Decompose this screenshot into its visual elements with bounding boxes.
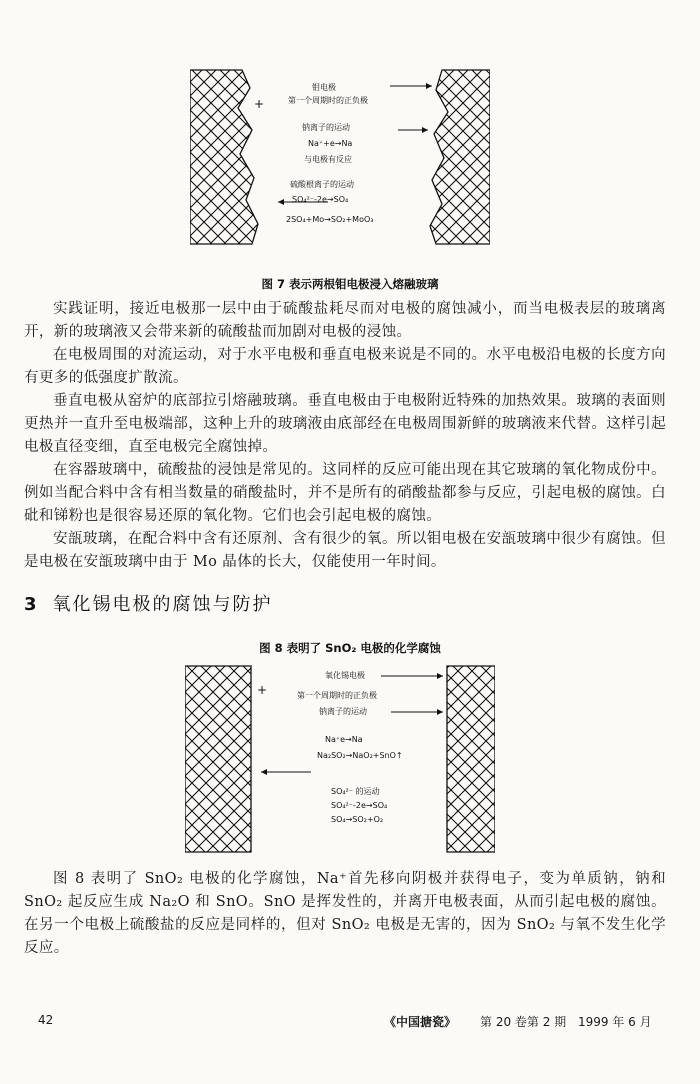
paragraph-1: 实践证明，接近电极那一层中由于硫酸盐耗尽而对电极的腐蚀减小，而当电极表层的玻璃离开，新的玻璃液又会带来新的硫酸盐而加剧对电极的浸蚀。 — [24, 301, 666, 340]
figure-8 — [185, 664, 495, 854]
left-electrode — [185, 666, 251, 852]
left-electrode — [190, 70, 258, 244]
section-heading — [24, 590, 273, 616]
page-number: 42 — [38, 1013, 54, 1027]
paragraph-4: 在容器玻璃中，硫酸盐的浸蚀是常见的。这同样的反应可能出现在其它玻璃的氧化物成份中。例如当配合料中含有相当数量的硝酸盐时，并不是所有的硝酸盐都参与反应，引起电极的腐蚀。白砒和锑粉也是很容易还原的氧化物。它们也会引起电极的腐蚀。 — [24, 462, 666, 524]
fig8-electrode-label: 氧化锡电极 — [325, 671, 365, 680]
paragraph-3: 垂直电极从窑炉的底部拉引熔融玻璃。垂直电极由于电极附近特殊的加热效果。玻璃的表面则更热并一直升至电极端部，这种上升的玻璃液由底部经在电极周围新鲜的玻璃液来代替。这样引起电极直径变细，直至电极完全腐蚀掉。 — [24, 393, 666, 455]
fig7-electrode-label: 钼电极 — [312, 83, 336, 92]
fig8-plus-label: + — [257, 683, 268, 697]
section-title: 氧化锡电极的腐蚀与防护 — [52, 594, 273, 615]
fig7-sodium-eq: Na⁺+e→Na — [308, 139, 353, 148]
fig7-positive-first-label: 第一个周期时的正负极 — [288, 96, 368, 105]
right-electrode — [430, 70, 490, 244]
paragraph-final: 图 8 表明了 SnO₂ 电极的化学腐蚀，Na⁺首先移向阴极并获得电子，变为单质钠，钠和 SnO₂ 起反应生成 Na₂O 和 SnO。SnO 是挥发性的，并离开电极表面，从而引起电极的腐蚀。在另一个电极上硫酸盐的反应是同样的，但对 SnO₂ 电极是无害的，因为 SnO₂ 与氧不发生化学反应。 — [24, 871, 666, 956]
right-electrode — [447, 666, 495, 852]
fig8-sodium-eq: Na⁺e→Na — [325, 735, 363, 744]
fig8-reaction-eq: Na₂SO₂→NaO₂+SnO↑ — [317, 751, 403, 760]
fig8-sulfate-eq1: SO₄²⁻-2e→SO₄ — [331, 801, 388, 810]
fig7-react-label: 与电极有反应 — [304, 155, 352, 164]
fig7-plus-label: + — [254, 97, 265, 111]
paragraph-2: 在电极周围的对流运动，对于水平电极和垂直电极来说是不同的。水平电极沿电极的长度方向有更多的低强度扩散流。 — [24, 347, 666, 386]
fig8-sulfate-motion-label: SO₄²⁻ 的运动 — [331, 787, 380, 796]
figure-8-caption: 图 8 表明了 SnO₂ 电极的化学腐蚀 — [259, 641, 441, 655]
paragraph-5: 安瓿玻璃，在配合料中含有还原剂、含有很少的氧。所以钼电极在安瓿玻璃中很少有腐蚀。但是电极在安瓿玻璃中由于 Mo 晶体的长大，仅能使用一年时间。 — [24, 531, 666, 570]
fig7-sulfate-eq: SO₄²⁻-2e→SO₄ — [292, 195, 349, 204]
section-number: 3 — [24, 594, 39, 615]
fig8-positive-first-label: 第一个周期时的正负极 — [297, 691, 377, 700]
publication-date: 1999 年 6 月 — [578, 1015, 652, 1029]
figure-7-caption: 图 7 表示两根钼电极浸入熔融玻璃 — [261, 277, 439, 291]
fig8-sodium-motion-label: 钠离子的运动 — [319, 707, 367, 716]
fig7-sulfate-motion-label: 硫酸根离子的运动 — [290, 180, 354, 189]
fig7-moly-eq: 2SO₄+Mo→SO₂+MoO₃ — [286, 215, 374, 224]
journal-issue: 第 20 卷第 2 期 — [480, 1015, 567, 1029]
journal-name: 《中国搪瓷》 — [384, 1015, 457, 1029]
fig7-sodium-motion-label: 钠离子的运动 — [302, 123, 350, 132]
figure-7 — [190, 68, 490, 246]
fig8-sulfate-eq2: SO₄→SO₂+O₂ — [331, 815, 384, 824]
